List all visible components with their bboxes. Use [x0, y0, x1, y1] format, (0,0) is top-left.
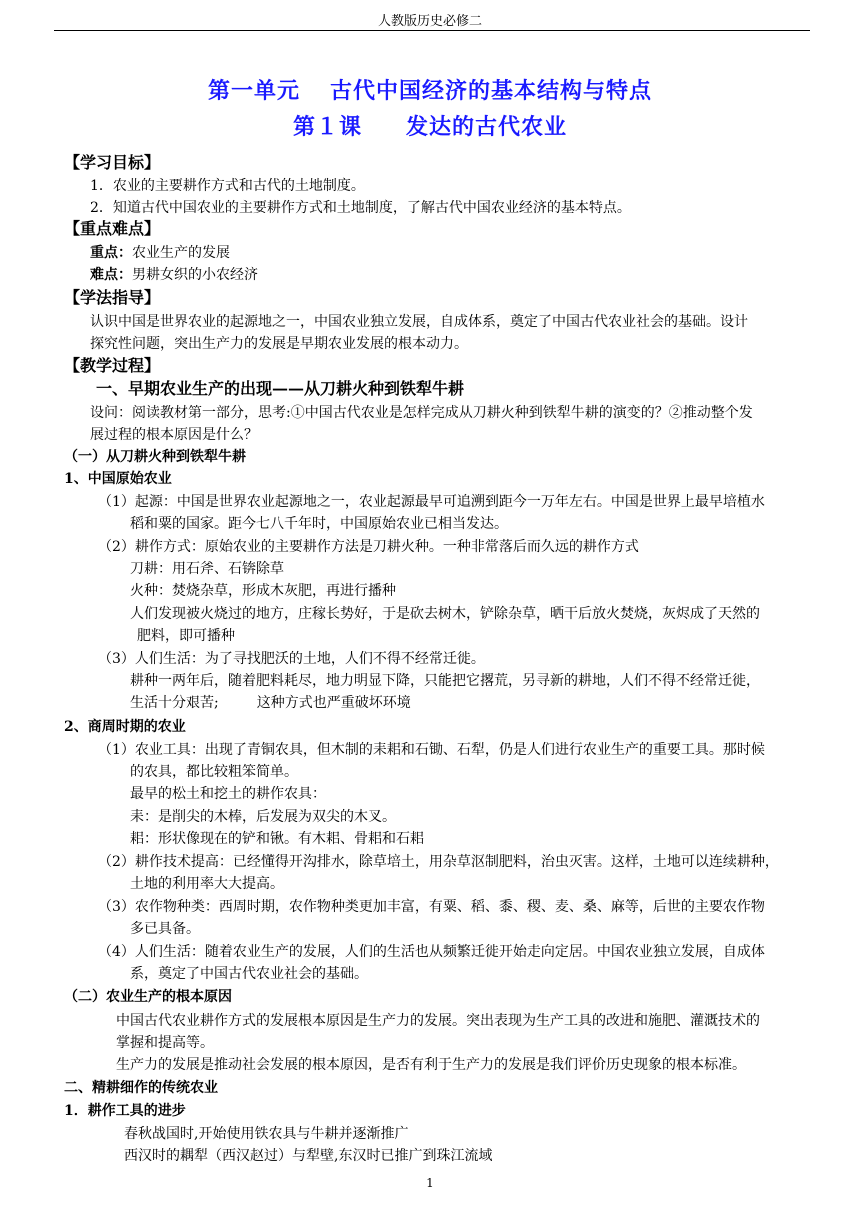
lesson-title-text: 发达的古代农业	[406, 114, 568, 140]
section-method: 【学法指导】	[64, 288, 161, 307]
part2-line-2: 西汉时的耦犁（西汉赵过）与犁壁,东汉时已推广到珠江流域	[124, 1148, 493, 1164]
question-line-2: 展过程的根本原因是什么？	[90, 427, 258, 443]
p2-line-10: （4）人们生活：随着农业生产的发展，人们的生活也从频繁迁徙开始走向定居。中国农业独立发展，自成体	[98, 944, 765, 960]
p2-line-1: （1）农业工具：出现了青铜农具，但木制的耒耜和石锄、石犁，仍是人们进行农业生产的重要工具。那时候	[98, 742, 765, 758]
page-number: 1	[426, 1176, 434, 1190]
section-key-points: 【重点难点】	[64, 219, 161, 238]
objective-1: 1．农业的主要耕作方式和古代的土地制度。	[90, 178, 365, 194]
point-2-heading: 2、商周时期的农业	[64, 719, 186, 735]
objective-2: 2．知道古代中国农业的主要耕作方式和土地制度，了解古代中国农业经济的基本特点。	[90, 200, 631, 216]
p1-line-7: 肥料，即可播种	[137, 628, 235, 644]
subsection-1: （一）从刀耕火种到铁犁牛耕	[64, 449, 246, 465]
part2-line-1: 春秋战国时,开始使用铁农具与牛耕并逐渐推广	[124, 1126, 409, 1142]
p2-line-9: 多已具备。	[130, 921, 200, 937]
reason-line-1: 中国古代农业耕作方式的发展根本原因是生产力的发展。突出表现为生产工具的改进和施肥、灌溉技术的	[116, 1013, 760, 1029]
p1-line-3: （2）耕作方式：原始农业的主要耕作方法是刀耕火种。一种非常落后而久远的耕作方式	[98, 539, 639, 555]
subsection-2: （二）农业生产的根本原因	[64, 989, 232, 1005]
question-line-1: 设问：阅读教材第一部分，思考:①中国古代农业是怎样完成从刀耕火种到铁犁牛耕的演变的？②推动整个发	[90, 405, 753, 421]
unit-title-text: 古代中国经济的基本结构与特点	[330, 78, 653, 104]
reason-line-3: 生产力的发展是推动社会发展的根本原因，是否有利于生产力的发展是我们评价历史现象的根本标准。	[116, 1057, 746, 1073]
p1-line-4: 刀耕：用石斧、石锛除草	[130, 561, 284, 577]
p1-line-1: （1）起源：中国是世界农业起源地之一，农业起源最早可追溯到距今一万年左右。中国是世界上最早培植水	[98, 494, 765, 510]
p2-line-7: 土地的利用率大大提高。	[130, 876, 284, 892]
section-process: 【教学过程】	[64, 356, 161, 375]
lesson-label: 第１课	[292, 114, 362, 140]
p1-line-9: 耕种一两年后，随着肥料耗尽，地力明显下降，只能把它撂荒，另寻新的耕地，人们不得不经常迁徙，	[130, 673, 760, 689]
part2-sub-1: 1．耕作工具的进步	[64, 1103, 186, 1119]
method-line-1: 认识中国是世界农业的起源地之一，中国农业独立发展，自成体系，奠定了中国古代农业社会的基础。设计	[90, 314, 748, 330]
p2-line-2: 的农具，都比较粗笨简单。	[130, 764, 298, 780]
p1-line-5: 火种：焚烧杂草，形成木灰肥，再进行播种	[130, 583, 396, 599]
p2-line-6: （2）耕作技术提高：已经懂得开沟排水，除草培土，用杂草沤制肥料，治虫灭害。这样，土地可以连续耕种，	[98, 854, 779, 870]
difficult-point: 难点：男耕女织的小农经济	[90, 267, 258, 283]
running-header: 人教版历史必修二	[377, 14, 482, 29]
p2-line-4: 耒：是削尖的木棒，后发展为双尖的木叉。	[130, 809, 396, 825]
point-1-heading: 1、中国原始农业	[64, 471, 172, 487]
part2-heading: 二、精耕细作的传统农业	[64, 1080, 218, 1096]
p2-line-11: 系，奠定了中国古代农业社会的基础。	[130, 966, 368, 982]
p1-line-8: （3）人们生活：为了寻找肥沃的土地，人们不得不经常迁徙。	[98, 651, 485, 667]
p1-line-6: 人们发现被火烧过的地方，庄稼长势好，于是砍去树木，铲除杂草，晒干后放火焚烧，灰烬成了天然的	[130, 606, 760, 622]
section-objectives: 【学习目标】	[64, 153, 161, 172]
p1-line-10: 生活十分艰苦; 这种方式也严重破坏环境	[130, 695, 411, 711]
header-rule	[54, 30, 810, 31]
p2-line-3: 最早的松土和挖土的耕作农具：	[130, 786, 326, 802]
p2-line-8: （3）农作物种类：西周时期，农作物种类更加丰富，有粟、稻、黍、稷、麦、桑、麻等，后世的主要农作物	[98, 899, 765, 915]
lesson-title	[0, 110, 860, 141]
method-line-2: 探究性问题，突出生产力的发展是早期农业发展的根本动力。	[90, 336, 468, 352]
p2-line-5: 耜：形状像现在的铲和锹。有木耜、骨耜和石耜	[130, 831, 424, 847]
unit-title	[0, 74, 860, 105]
reason-line-2: 掌握和提高等。	[116, 1035, 214, 1051]
p1-line-2: 稻和粟的国家。距今七八千年时，中国原始农业已相当发达。	[130, 516, 508, 532]
unit-label: 第一单元	[207, 78, 300, 104]
key-point: 重点：农业生产的发展	[90, 245, 230, 261]
part1-heading: 一、早期农业生产的出现——从刀耕火种到铁犁牛耕	[96, 379, 465, 398]
